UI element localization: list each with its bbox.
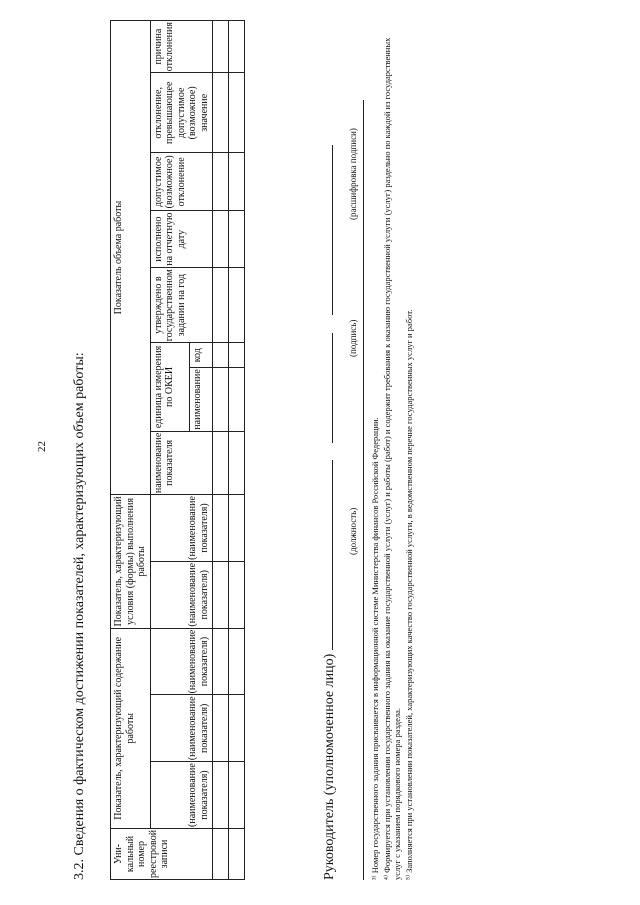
table-cell — [229, 431, 245, 494]
table-cell — [213, 73, 229, 153]
table-cell — [229, 268, 245, 343]
table-cell — [229, 495, 245, 562]
param-1: (наименование показателя) — [150, 762, 213, 829]
footnote-item: ⁴⁾ Формируется при установлении государственного задания на оказание государственной услуги (услуг) и работы (работ) и содержит требования к оказанию государственной услуги (услуг) раздельно по каждой из государственных услуг с указанием порядкового номера раздела. — [381, 37, 403, 880]
decode-caption: (расшифровка подписи) — [348, 128, 358, 220]
table-cell — [229, 153, 245, 211]
footnote-item: ³⁾ Номер государственного задания присваивается в информационной системе Министерства финансов Российской Федерации. — [370, 417, 380, 880]
param-4: (наименование показателя) — [150, 561, 213, 628]
header-deviation: допустимое (возможное) отклонение — [150, 153, 213, 211]
table-cell — [229, 561, 245, 628]
table-cell — [229, 828, 245, 879]
table-cell — [229, 628, 245, 695]
section-title: 3.2. Сведения о фактическом достижении показателей, характеризующих объем работы: — [72, 352, 87, 880]
header-unit-code: код — [189, 343, 212, 368]
table-cell — [213, 268, 229, 343]
table-cell — [229, 368, 245, 431]
footnote-divider — [363, 100, 364, 880]
param-2: (наименование показателя) — [150, 695, 213, 762]
decode-blank — [332, 145, 333, 315]
table-cell — [213, 368, 229, 431]
header-approved: утверждено в государственном задании на год — [150, 268, 213, 343]
table-cell — [213, 211, 229, 268]
param-3: (наименование показателя) — [150, 628, 213, 695]
table-cell — [213, 21, 229, 73]
signature-line — [322, 145, 338, 880]
table-cell — [213, 343, 229, 368]
signature-label: Руководитель (уполномоченное лицо) — [322, 653, 337, 880]
table-cell — [213, 153, 229, 211]
table-cell — [229, 695, 245, 762]
header-executed: исполнено на отчетную дату — [150, 211, 213, 268]
signature-caption: (подпись) — [348, 319, 358, 357]
table-cell — [213, 561, 229, 628]
footnotes — [370, 20, 416, 880]
table-cell — [213, 495, 229, 562]
table-cell — [229, 343, 245, 368]
table-cell — [213, 828, 229, 879]
footnote-item: ⁵⁾ Заполняется при установлении показателей, характеризующих качество государственной услуги, в ведомственном перечне государственных услуг и работ. — [403, 309, 414, 880]
table-cell — [213, 628, 229, 695]
table-cell — [213, 695, 229, 762]
header-reason: причина отклонения — [150, 21, 213, 73]
document-canvas — [72, 20, 612, 880]
header-unit-name: наименование — [189, 368, 212, 431]
header-content: Показатель, характеризующий содержание работы — [111, 628, 151, 828]
table-cell — [213, 762, 229, 829]
header-unit: единица измерения по ОКЕИ — [150, 343, 189, 431]
header-volume: Показатель объема работы — [111, 21, 151, 495]
page-number: 22 — [36, 441, 48, 452]
signature-blank — [332, 333, 333, 443]
table-cell — [229, 211, 245, 268]
table-cell — [229, 21, 245, 73]
param-5: (наименование показателя) — [150, 495, 213, 562]
position-blank — [332, 460, 333, 650]
table-cell — [213, 431, 229, 494]
header-exceeding: отклонение, превышающее допустимое (возможное) значение — [150, 73, 213, 153]
volume-table — [110, 20, 245, 880]
table-cell — [229, 762, 245, 829]
table-cell — [229, 73, 245, 153]
header-conditions: Показатель, характеризующий условия (формы) выполнения работы — [111, 495, 151, 629]
header-indicator-name: наименование показателя — [150, 431, 213, 494]
position-caption: (должность) — [348, 507, 358, 555]
header-unique-number: Уни-кальный номер реестровой записи — [111, 828, 213, 879]
